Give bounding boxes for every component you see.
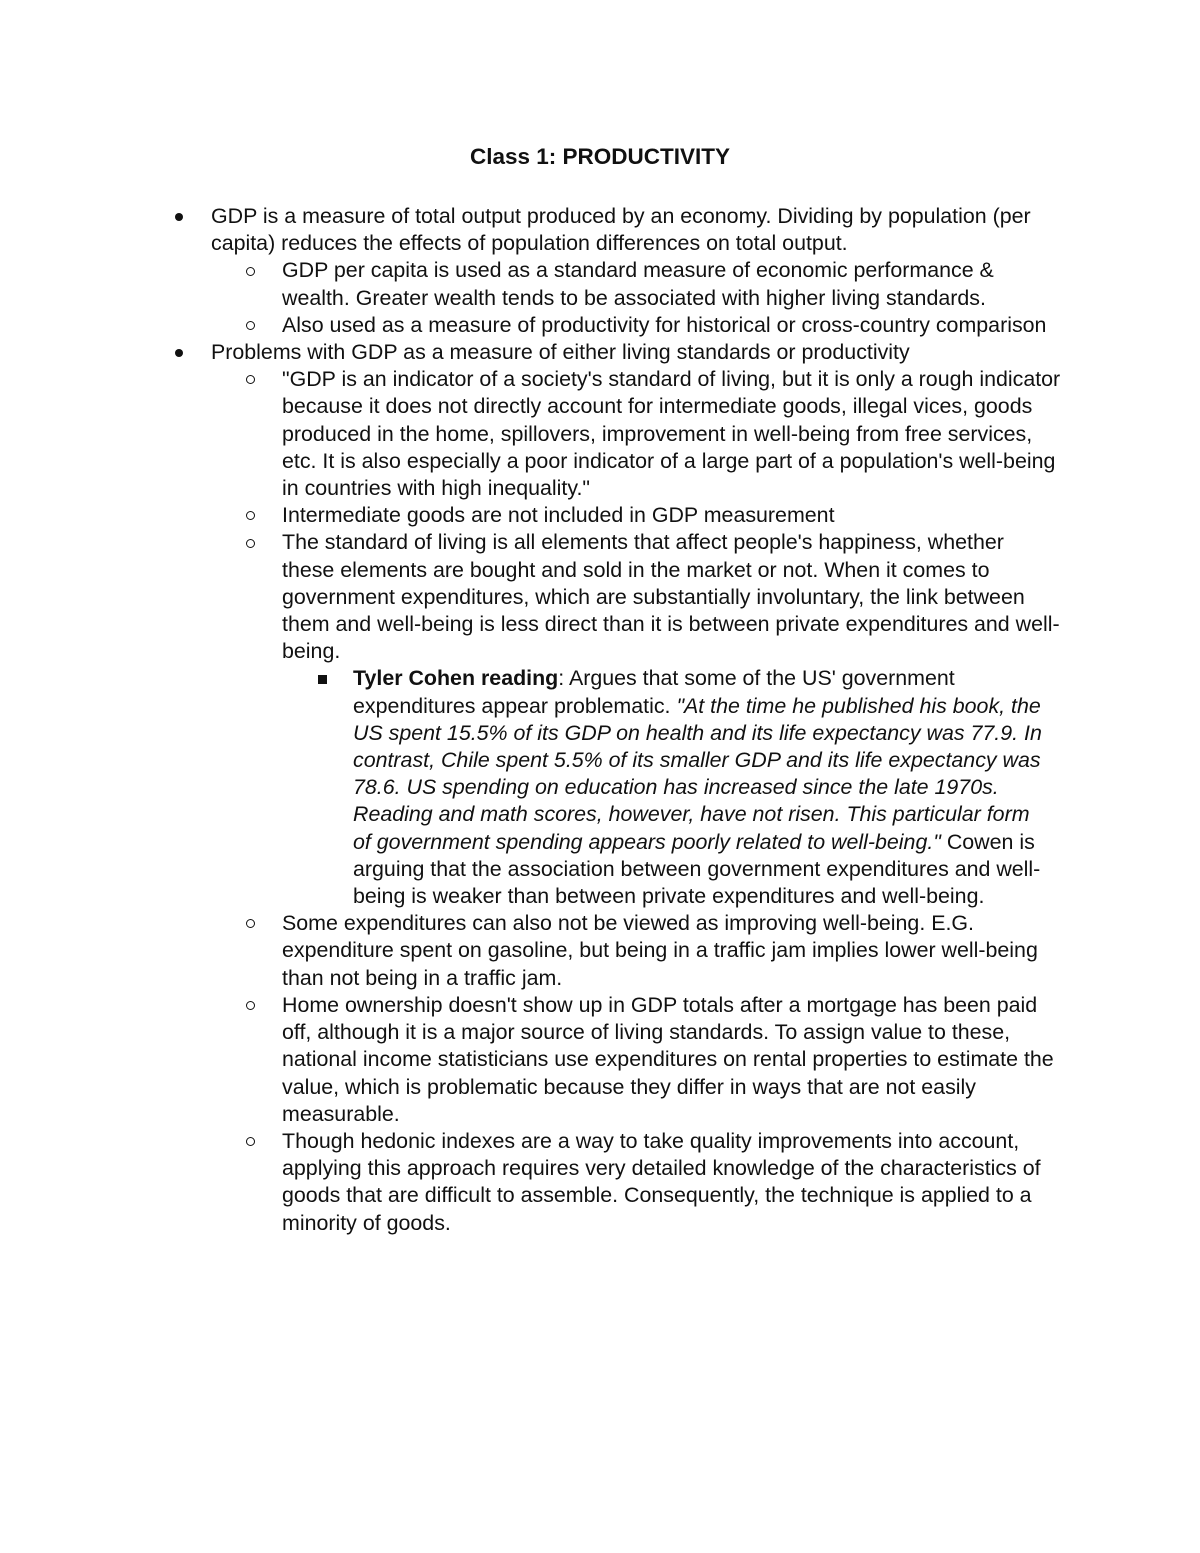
list-item-text: GDP per capita is used as a standard measure of economic performance & wealth. Greater wealth tends to be associated with higher living standards. — [282, 258, 994, 310]
list-item — [353, 665, 1053, 910]
page-title: Class 1: PRODUCTIVITY — [469, 144, 731, 169]
bullet-circle-icon — [243, 257, 257, 284]
list-item — [211, 203, 1061, 257]
list-item-text: The standard of living is all elements that affect people's happiness, whether these elements are bought and sold in the market or not. When it comes to government expenditures, which are substantially involuntary, the link between them and well-being is less direct than it is between private expenditures and well-being. — [282, 530, 1060, 664]
notes-list — [0, 203, 1200, 1237]
list-item — [282, 529, 1062, 665]
bullet-circle-icon — [243, 992, 257, 1019]
bullet-circle-icon — [243, 1128, 257, 1155]
list-item-text: GDP is a measure of total output produced by an economy. Dividing by population (per capita) reduces the effects of population differences on total output. — [211, 204, 1031, 256]
cohen-intro-text: : Argues that some of the US' government expenditures appear problematic. — [353, 666, 955, 718]
cohen-reading-label: Tyler Cohen reading — [353, 666, 559, 691]
list-item — [282, 502, 1062, 529]
list-item — [282, 366, 1062, 502]
list-item — [211, 339, 1061, 366]
bullet-circle-icon — [243, 529, 257, 556]
list-item-text: Some expenditures can also not be viewed as improving well-being. E.G. expenditure spent on gasoline, but being in a traffic jam implies lower well-being than not being in a traffic jam. — [282, 911, 1038, 990]
list-item-text: "GDP is an indicator of a society's standard of living, but it is only a rough indicator because it does not directly account for intermediate goods, illegal vices, goods produced in the home, spillovers, improvement in well-being from free services, etc. It is also especially a poor indicator of a large part of a population's well-being in countries with high inequality." — [282, 367, 1061, 501]
list-item-text: Problems with GDP as a measure of either living standards or productivity — [211, 340, 910, 365]
cohen-conclusion-text: Cowen is arguing that the association between government expenditures and well-being is weaker than between private expenditures and well-being. — [353, 829, 1041, 909]
list-item — [282, 1128, 1062, 1237]
bullet-circle-icon — [243, 366, 257, 393]
bullet-circle-icon — [243, 910, 257, 937]
list-item — [282, 910, 1062, 992]
list-item-text: Intermediate goods are not included in GDP measurement — [282, 503, 835, 528]
list-item — [282, 992, 1062, 1128]
bullet-dot-icon — [172, 203, 186, 230]
bullet-square-icon — [315, 665, 329, 692]
list-item-text: Home ownership doesn't show up in GDP totals after a mortgage has been paid off, although it is a major source of living standards. To assign value to these, national income statisticians use expenditures on rental properties to estimate the value, which is problematic because they differ in ways that are not easily measurable. — [282, 992, 1054, 1126]
list-item-text: Also used as a measure of productivity for historical or cross-country comparison — [282, 312, 1047, 337]
list-item-text: Though hedonic indexes are a way to take quality improvements into account, applying this approach requires very detailed knowledge of the characteristics of goods that are difficult to assemble. Consequently, the technique is applied to a minority of goods. — [282, 1128, 1041, 1235]
list-item — [282, 257, 1062, 311]
list-item — [282, 312, 1062, 339]
bullet-dot-icon — [172, 339, 186, 366]
cohen-quote: "At the time he published his book, the US spent 15.5% of its GDP on health and its life expectancy was 77.9. In contrast, Chile spent 5.5% of its smaller GDP and its life expectancy was 78.6. US spending on education has increased since the late 1970s. Reading and math scores, however, have not risen. This particular form of government spending appears poorly related to well-being." — [353, 693, 1042, 854]
bullet-circle-icon — [243, 312, 257, 339]
bullet-circle-icon — [243, 502, 257, 529]
